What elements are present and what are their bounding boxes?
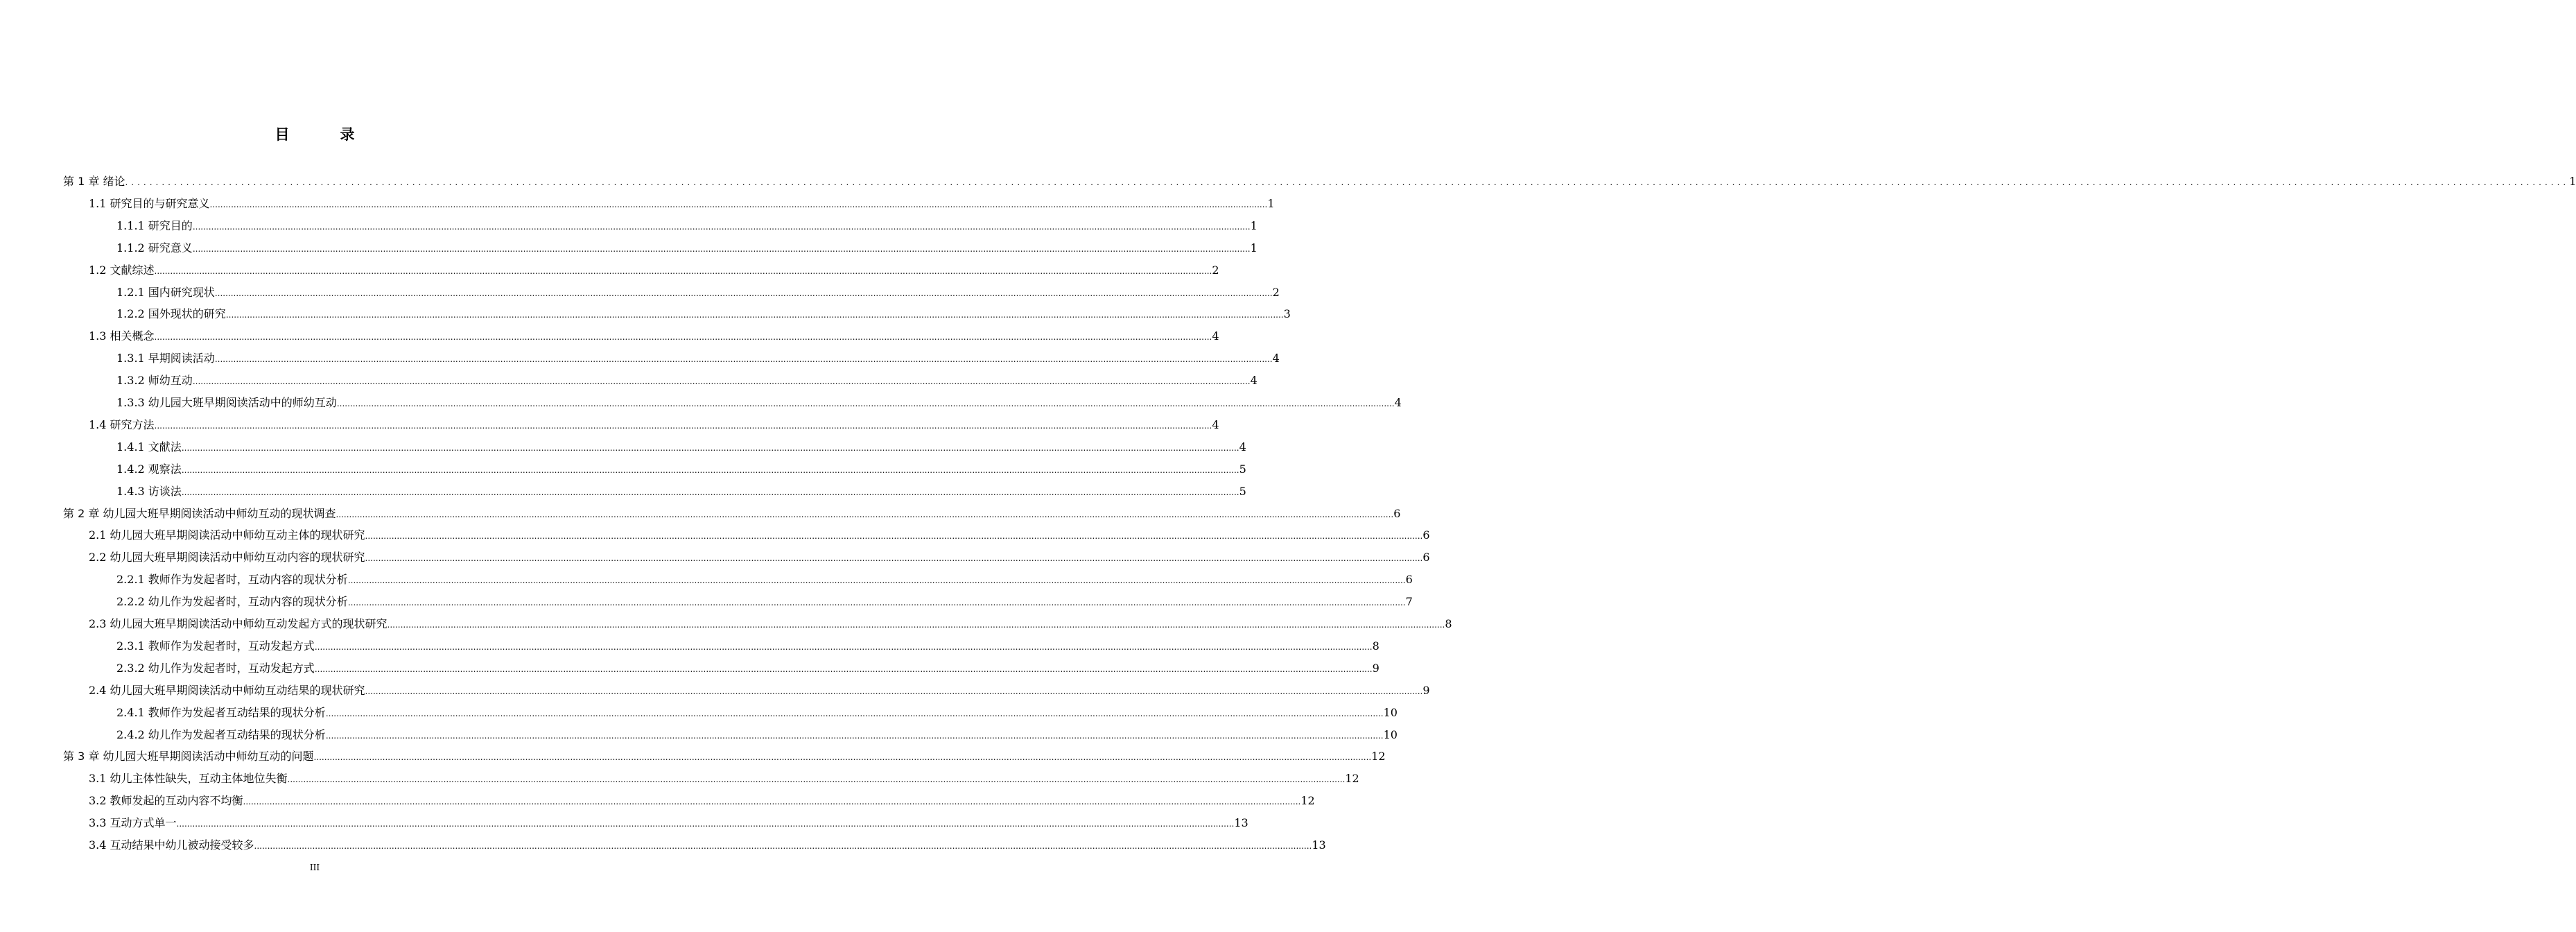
toc-dot-leader: ................................................................................................................................................................................................................................................................................................................................................................................................................ <box>314 642 1373 652</box>
toc-entry-page: 12 <box>1300 794 1315 807</box>
toc-entry[interactable] <box>89 831 1326 852</box>
toc-entry-page: 4 <box>1212 418 1219 431</box>
toc-dot-leader: ................................................................................................................................................................................................................................................................................................................................................................................................................ <box>181 443 1239 453</box>
toc-entry-page: 1 <box>1250 219 1257 232</box>
page-title: 目 录 <box>275 126 373 143</box>
toc-entry-label: 3.2 教师发起的互动内容不均衡 <box>89 794 243 807</box>
toc-entry-page: 1 <box>2569 175 2576 188</box>
toc-entry[interactable] <box>116 389 1402 410</box>
toc-entry-label: 1.2 文献综述 <box>89 264 155 277</box>
toc-entry[interactable] <box>89 411 1219 432</box>
toc-entry-label: 3.3 互动方式单一 <box>89 816 177 829</box>
toc-dot-leader: ................................................................................................................................................................................................................................................................................................................................................................................................................ <box>214 288 1273 298</box>
toc-entry-label: 2.4.1 教师作为发起者互动结果的现状分析 <box>116 706 326 719</box>
toc-entry-page: 6 <box>1405 573 1413 586</box>
toc-entry-page: 6 <box>1422 551 1430 564</box>
toc-entry-page: 8 <box>1445 617 1452 630</box>
toc-entry-label: 第 3 章 幼儿园大班早期阅读活动中师幼互动的问题 <box>63 750 314 763</box>
toc-entry-label: 1.3.3 幼儿园大班早期阅读活动中的师幼互动 <box>116 396 337 409</box>
toc-dot-leader: ................................................................................................................................................................................................................................................................................................................................................................................................................ <box>192 377 1251 386</box>
toc-entry[interactable] <box>89 787 1315 808</box>
toc-entry[interactable] <box>116 456 1246 476</box>
toc-entry[interactable] <box>89 809 1248 830</box>
toc-entry[interactable] <box>89 190 1275 211</box>
toc-entry[interactable] <box>116 279 1280 300</box>
toc-entry-page: 8 <box>1372 639 1380 653</box>
toc-entry-label: 2.3 幼儿园大班早期阅读活动中师幼互动发起方式的现状研究 <box>89 617 388 630</box>
toc-dot-leader: ................................................................................................................................................................................................................................................................................................................................................................................................................ <box>387 620 1445 630</box>
toc-entry-page: 3 <box>1283 307 1291 320</box>
toc-dot-leader: ................................................................................................................................................................................................................................................................................................................................................................................................................ <box>214 354 1273 364</box>
toc-dot-leader: ................................................................................................................................................................................................................................................................................................................................................................................................................ <box>243 797 1301 806</box>
toc-entry-label: 1.1 研究目的与研究意义 <box>89 197 210 210</box>
toc-entry-label: 3.1 幼儿主体性缺失，互动主体地位失衡 <box>89 772 288 785</box>
toc-dot-leader: ................................................................................................................................................................................................................................................................................................................................................................................................................ <box>154 332 1212 342</box>
toc-entry[interactable] <box>116 632 1380 653</box>
toc-entry-page: 1 <box>1250 241 1257 254</box>
toc-dot-leader: ................................................................................................................................................................................................................................................................................................................................................................................................................ <box>314 664 1373 674</box>
toc-entry[interactable] <box>89 521 1430 542</box>
toc-entry-page: 9 <box>1372 662 1380 675</box>
toc-entry[interactable] <box>116 234 1257 255</box>
toc-entry-page: 4 <box>1272 352 1280 365</box>
toc-dot-leader: ................................................................................................................................................................................................................................................................................................................................................................................................................ <box>209 200 1268 209</box>
toc-entry[interactable] <box>89 610 1452 631</box>
toc-dot-leader: ................................................................................................................................................................................................................................................................................................................................................................................................................ <box>347 598 1406 607</box>
toc-entry-label: 1.3.1 早期阅读活动 <box>116 352 215 365</box>
toc-entry-label: 2.2.1 教师作为发起者时，互动内容的现状分析 <box>116 573 348 586</box>
toc-entry-page: 10 <box>1383 706 1398 719</box>
toc-entry-page: 5 <box>1239 485 1246 498</box>
toc-entry[interactable] <box>116 655 1380 675</box>
toc-dot-leader: ................................................................................................................................................................................................................................................................................................................................................................................................................ <box>336 510 1394 519</box>
toc-entry[interactable] <box>116 345 1280 365</box>
toc-entry-label: 2.1 幼儿园大班早期阅读活动中师幼互动主体的现状研究 <box>89 528 365 542</box>
toc-entry-label: 1.1.2 研究意义 <box>116 241 193 254</box>
toc-entry-page: 13 <box>1312 838 1326 852</box>
toc-dot-leader: ................................................................................................................................................................................................................................................................................................................................................................................................................ <box>365 531 1423 541</box>
toc-entry-page: 1 <box>1267 197 1275 210</box>
toc-entry-label: 2.2 幼儿园大班早期阅读活动中师幼互动内容的现状研究 <box>89 551 365 564</box>
toc-entry[interactable] <box>116 367 1257 388</box>
toc-dot-leader: ................................................................................................................................................................................................................................................................................................................................................................................................................ <box>365 687 1423 696</box>
toc-entry-label: 2.4 幼儿园大班早期阅读活动中师幼互动结果的现状研究 <box>89 684 365 697</box>
toc-dot-leader: ................................................................................................................................................................................................................................................................................................................................................................................................................ <box>192 244 1251 254</box>
toc-entry-page: 9 <box>1422 684 1430 697</box>
toc-dot-leader: ................................................................................................................................................................................................................................................................................................................................................................................................................ <box>125 178 2570 187</box>
toc-entry[interactable] <box>89 677 1430 698</box>
toc-entry-page: 12 <box>1345 772 1359 785</box>
toc-entry-label: 1.4.1 文献法 <box>116 440 182 454</box>
toc-entry-label: 1.4.3 访谈法 <box>116 485 182 498</box>
toc-entry-page: 6 <box>1422 528 1430 542</box>
toc-dot-leader: ................................................................................................................................................................................................................................................................................................................................................................................................................ <box>254 841 1312 851</box>
toc-dot-leader: ................................................................................................................................................................................................................................................................................................................................................................................................................ <box>365 553 1423 563</box>
toc-dot-leader: ................................................................................................................................................................................................................................................................................................................................................................................................................ <box>325 731 1384 741</box>
toc-dot-leader: ................................................................................................................................................................................................................................................................................................................................................................................................................ <box>287 775 1346 784</box>
toc-dot-leader: ................................................................................................................................................................................................................................................................................................................................................................................................................ <box>313 752 1372 762</box>
toc-entry[interactable] <box>63 500 1401 521</box>
toc-entry-label: 1.2.2 国外现状的研究 <box>116 307 226 320</box>
toc-dot-leader: ................................................................................................................................................................................................................................................................................................................................................................................................................ <box>154 266 1212 276</box>
toc-entry-label: 1.4.2 观察法 <box>116 463 182 476</box>
toc-entry-label: 2.4.2 幼儿作为发起者互动结果的现状分析 <box>116 728 326 741</box>
page-footer-number: III <box>309 863 320 872</box>
toc-entry[interactable] <box>89 257 1219 277</box>
toc-dot-leader: ................................................................................................................................................................................................................................................................................................................................................................................................................ <box>176 819 1235 829</box>
toc-entry-page: 4 <box>1394 396 1402 409</box>
toc-entry[interactable] <box>89 544 1430 564</box>
toc-dot-leader: ................................................................................................................................................................................................................................................................................................................................................................................................................ <box>192 222 1251 232</box>
toc-entry-label: 1.1.1 研究目的 <box>116 219 193 232</box>
toc-entry-page: 7 <box>1405 595 1413 608</box>
toc-entry-label: 1.3 相关概念 <box>89 329 155 343</box>
toc-entry-label: 第 1 章 绪论 <box>63 175 125 188</box>
toc-entry[interactable] <box>116 433 1246 454</box>
toc-entry[interactable] <box>63 743 1386 763</box>
toc-entry[interactable] <box>116 699 1398 720</box>
toc-entry[interactable] <box>89 765 1359 786</box>
toc-entry[interactable] <box>116 566 1413 587</box>
toc-entry-page: 10 <box>1383 728 1398 741</box>
toc-entry-page: 12 <box>1371 750 1386 763</box>
toc-dot-leader: ................................................................................................................................................................................................................................................................................................................................................................................................................ <box>347 576 1406 585</box>
toc-entry-page: 4 <box>1239 440 1246 454</box>
toc-entry-page: 2 <box>1272 286 1280 299</box>
toc-entry-page: 4 <box>1212 329 1219 343</box>
toc-entry-page: 13 <box>1234 816 1248 829</box>
toc-dot-leader: ................................................................................................................................................................................................................................................................................................................................................................................................................ <box>154 421 1212 431</box>
toc-dot-leader: ................................................................................................................................................................................................................................................................................................................................................................................................................ <box>181 487 1239 497</box>
toc-entry-label: 2.3.2 幼儿作为发起者时，互动发起方式 <box>116 662 315 675</box>
toc-entry[interactable] <box>116 588 1413 609</box>
toc-entry-label: 3.4 互动结果中幼儿被动接受较多 <box>89 838 254 852</box>
toc-dot-leader: ................................................................................................................................................................................................................................................................................................................................................................................................................ <box>181 465 1239 475</box>
toc-entry-page: 5 <box>1239 463 1246 476</box>
toc-entry-label: 1.2.1 国内研究现状 <box>116 286 215 299</box>
toc-entry[interactable] <box>116 721 1398 742</box>
toc-entry-label: 2.3.1 教师作为发起者时，互动发起方式 <box>116 639 315 653</box>
toc-entry[interactable] <box>89 322 1219 343</box>
toc-entry-label: 第 2 章 幼儿园大班早期阅读活动中师幼互动的现状调查 <box>63 507 336 520</box>
toc-dot-leader: ................................................................................................................................................................................................................................................................................................................................................................................................................ <box>225 310 1284 320</box>
toc-entry-page: 4 <box>1250 374 1257 387</box>
toc-dot-leader: ................................................................................................................................................................................................................................................................................................................................................................................................................ <box>336 399 1395 408</box>
toc-entry[interactable] <box>116 212 1257 233</box>
toc-entry-page: 2 <box>1212 264 1219 277</box>
toc-entry-label: 1.4 研究方法 <box>89 418 155 431</box>
toc-entry-page: 6 <box>1393 507 1401 520</box>
toc-entry[interactable] <box>116 300 1291 321</box>
toc-dot-leader: ................................................................................................................................................................................................................................................................................................................................................................................................................ <box>325 709 1384 718</box>
toc-entry-label: 2.2.2 幼儿作为发起者时，互动内容的现状分析 <box>116 595 348 608</box>
toc-entry[interactable] <box>116 478 1246 499</box>
toc-entry[interactable] <box>63 168 2576 189</box>
toc-entry-label: 1.3.2 师幼互动 <box>116 374 193 387</box>
